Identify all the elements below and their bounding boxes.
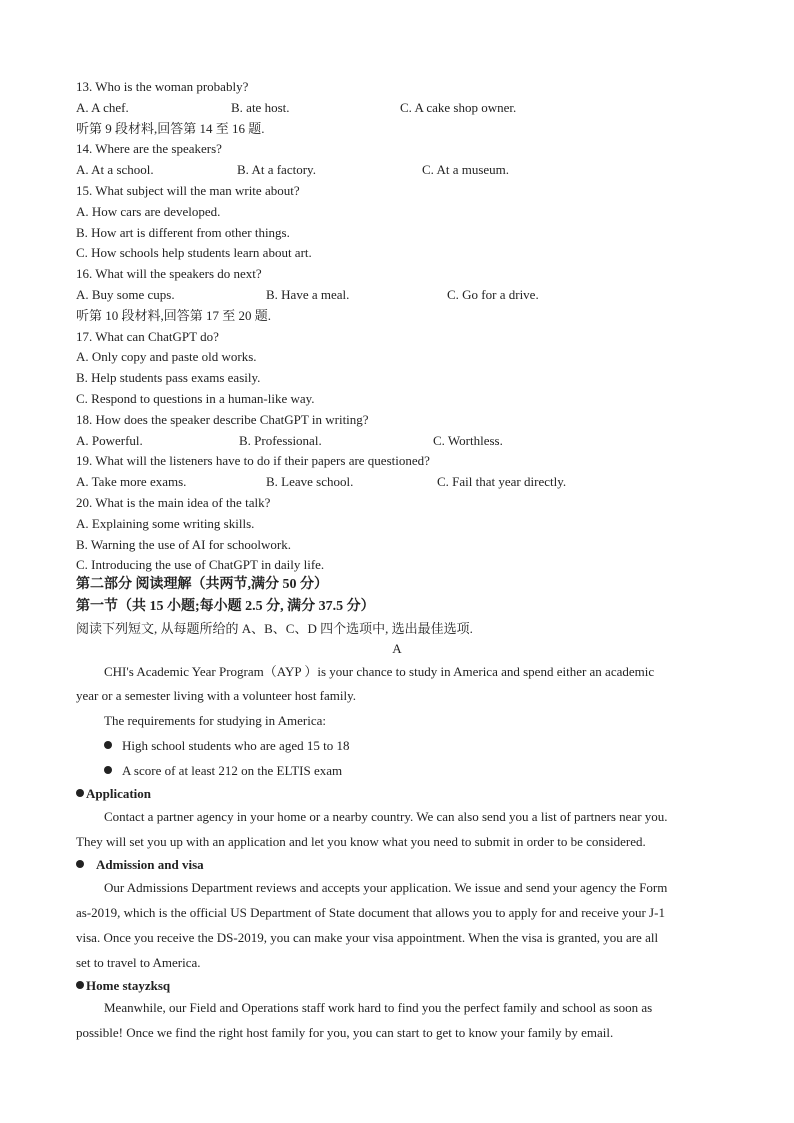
reading-part-title: 第二部分 阅读理解（共两节,满分 50 分） — [76, 577, 328, 592]
q17-option-a: A. Only copy and paste old works. — [76, 349, 257, 364]
q17-option-c: C. Respond to questions in a human-like way. — [76, 391, 315, 406]
question-14: 14. Where are the speakers? — [76, 141, 222, 156]
q18-option-c: C. Worthless. — [433, 433, 503, 448]
question-19: 19. What will the listeners have to do if their papers are questioned? — [76, 453, 430, 468]
application-heading: Application — [76, 786, 151, 802]
question-16: 16. What will the speakers do next? — [76, 266, 262, 281]
home-stay-line-2: possible! Once we find the right host family for you, you can start to get to know your family by email. — [76, 1025, 614, 1040]
segment-10-instruction: 听第 10 段材料,回答第 17 至 20 题. — [76, 308, 272, 323]
bullet-icon — [76, 981, 84, 989]
q19-option-a: A. Take more exams. — [76, 474, 187, 489]
question-13: 13. Who is the woman probably? — [76, 79, 249, 94]
admission-line-3: visa. Once you receive the DS-2019, you can make your visa appointment. When the visa is granted, you are all — [76, 930, 659, 945]
question-15: 15. What subject will the man write about? — [76, 183, 300, 198]
q20-option-a: A. Explaining some writing skills. — [76, 516, 255, 531]
reading-instruction: 阅读下列短文, 从每题所给的 A、B、C、D 四个选项中, 选出最佳选项. — [76, 621, 473, 636]
q15-option-c: C. How schools help students learn about art. — [76, 245, 312, 260]
q17-option-b: B. Help students pass exams easily. — [76, 370, 261, 385]
requirement-item: A score of at least 212 on the ELTIS exam — [104, 763, 342, 779]
home-stay-heading: Home stayzksq — [76, 978, 170, 994]
q13-option-a: A. A chef. — [76, 100, 129, 115]
q14-option-c: C. At a museum. — [422, 162, 510, 177]
admission-heading: Admission and visa — [76, 857, 204, 873]
q15-option-b: B. How art is different from other things. — [76, 225, 290, 240]
admission-line-2: as-2019, which is the official US Department of State document that allows you to apply for and receive your J-1 — [76, 905, 665, 920]
q19-option-b: B. Leave school. — [266, 474, 354, 489]
application-line-1: Contact a partner agency in your home or a nearby country. We can also send you a list of partners near you. — [104, 809, 668, 824]
q16-option-c: C. Go for a drive. — [447, 287, 539, 302]
q18-option-b: B. Professional. — [239, 433, 322, 448]
q14-option-b: B. At a factory. — [237, 162, 316, 177]
bullet-icon — [76, 860, 84, 868]
admission-line-1: Our Admissions Department reviews and accepts your application. We issue and send your agency the Form — [104, 880, 668, 895]
q14-option-a: A. At a school. — [76, 162, 154, 177]
q13-option-b: B. ate host. — [231, 100, 290, 115]
question-20: 20. What is the main idea of the talk? — [76, 495, 271, 510]
requirements-title: The requirements for studying in America: — [104, 713, 327, 728]
intro-line-1: CHI's Academic Year Program（AYP ）is your chance to study in America and spend either an academic — [104, 664, 655, 679]
q20-option-b: B. Warning the use of AI for schoolwork. — [76, 537, 291, 552]
q19-option-c: C. Fail that year directly. — [437, 474, 567, 489]
q20-option-c: C. Introducing the use of ChatGPT in daily life. — [76, 557, 325, 572]
intro-line-2: year or a semester living with a volunteer host family. — [76, 688, 357, 703]
admission-line-4: set to travel to America. — [76, 955, 201, 970]
question-17: 17. What can ChatGPT do? — [76, 329, 219, 344]
passage-label: A — [392, 641, 402, 656]
q16-option-b: B. Have a meal. — [266, 287, 350, 302]
bullet-icon — [104, 766, 112, 774]
bullet-icon — [104, 741, 112, 749]
reading-section-title: 第一节（共 15 小题;每小题 2.5 分, 满分 37.5 分） — [76, 599, 375, 614]
requirement-item: High school students who are aged 15 to 18 — [104, 738, 349, 754]
q15-option-a: A. How cars are developed. — [76, 204, 221, 219]
q13-option-c: C. A cake shop owner. — [400, 100, 517, 115]
segment-9-instruction: 听第 9 段材料,回答第 14 至 16 题. — [76, 121, 265, 136]
q16-option-a: A. Buy some cups. — [76, 287, 175, 302]
home-stay-line-1: Meanwhile, our Field and Operations staff work hard to find you the perfect family and school as soon as — [104, 1000, 653, 1015]
q18-option-a: A. Powerful. — [76, 433, 143, 448]
application-line-2: They will set you up with an application and let you know what you need to submit in order to be considered. — [76, 834, 646, 849]
question-18: 18. How does the speaker describe ChatGPT in writing? — [76, 412, 369, 427]
bullet-icon — [76, 789, 84, 797]
